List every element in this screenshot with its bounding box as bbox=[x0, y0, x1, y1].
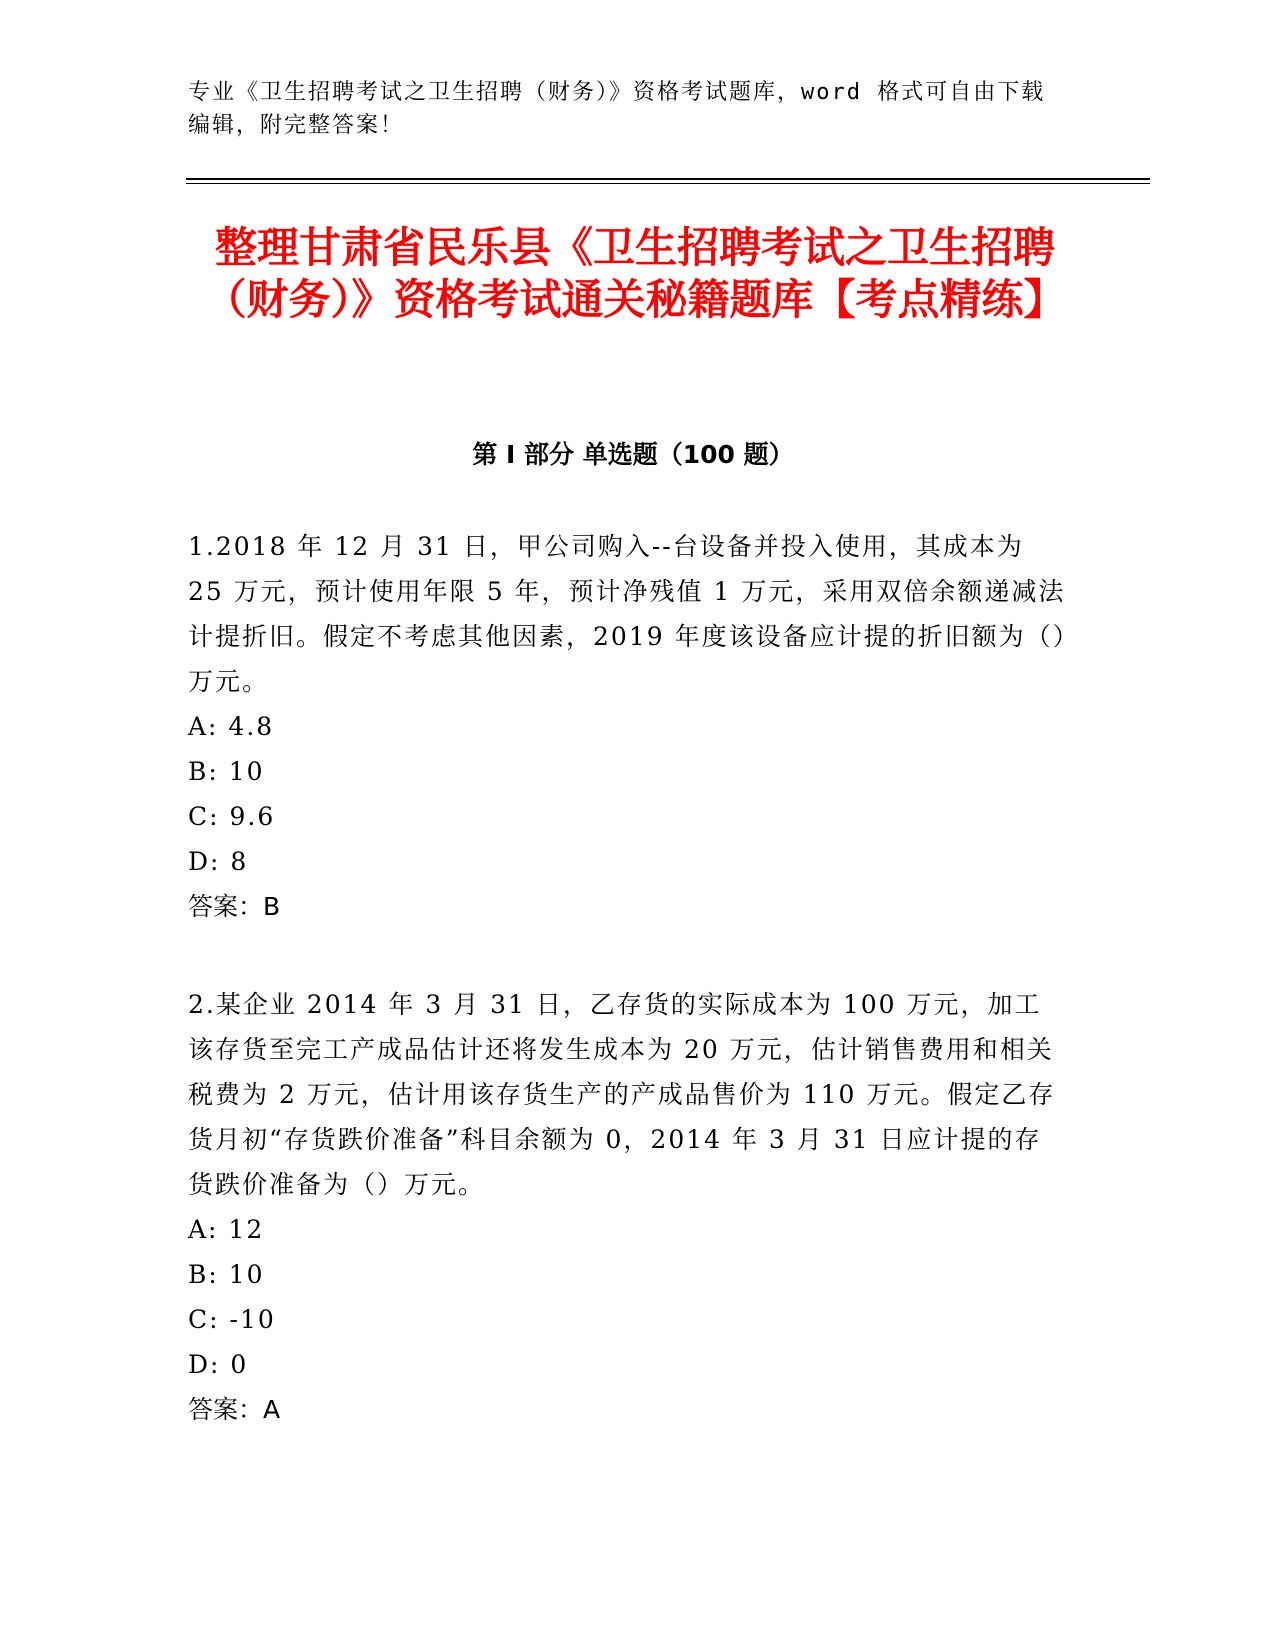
option-a: A: 12 bbox=[188, 1215, 265, 1244]
option-c: C: 9.6 bbox=[188, 802, 276, 831]
answer: 答案：B bbox=[188, 892, 281, 921]
question-stem: 2.某企业 2014 年 3 月 31 日，乙存货的实际成本为 100 万元，加工该存货至完工产成品估计还将发生成本为 20 万元，估计销售费用和相关税费为 2 万元，估计用该存货生产的产成品售价为 110 万元。假定乙存货月初“存货跌价准备”科目余额为 0，2014 年 3 月 31 日应计提的存货跌价准备为（）万元。 bbox=[188, 990, 1056, 1199]
question-stem: 1.2018 年 12 月 31 日，甲公司购入--台设备并投入使用，其成本为 25 万元，预计使用年限 5 年，预计净残值 1 万元，采用双倍余额递减法计提折旧。假定不考虑其他因素，2019 年度该设备应计提的折旧额为（）万元。 bbox=[188, 532, 1068, 696]
option-d: D: 8 bbox=[188, 847, 249, 876]
section-title: 第 I 部分 单选题（100 题） bbox=[472, 440, 794, 469]
answer: 答案：A bbox=[188, 1395, 281, 1424]
option-d: D: 0 bbox=[188, 1350, 249, 1379]
header-note: 专业《卫生招聘考试之卫生招聘（财务）》资格考试题库，word 格式可自由下载编辑，附完整答案！ bbox=[188, 80, 1046, 138]
document-title: 整理甘肃省民乐县《卫生招聘考试之卫生招聘（财务）》资格考试通关秘籍题库【考点精练】 bbox=[204, 223, 1066, 324]
option-a: A: 4.8 bbox=[188, 712, 275, 741]
question-1 bbox=[188, 524, 1068, 929]
question-2 bbox=[188, 982, 1068, 1432]
header-divider-thin bbox=[186, 183, 1150, 184]
option-c: C: -10 bbox=[188, 1305, 276, 1334]
option-b: B: 10 bbox=[188, 1260, 265, 1289]
header-divider-thick bbox=[186, 178, 1150, 180]
option-b: B: 10 bbox=[188, 757, 265, 786]
